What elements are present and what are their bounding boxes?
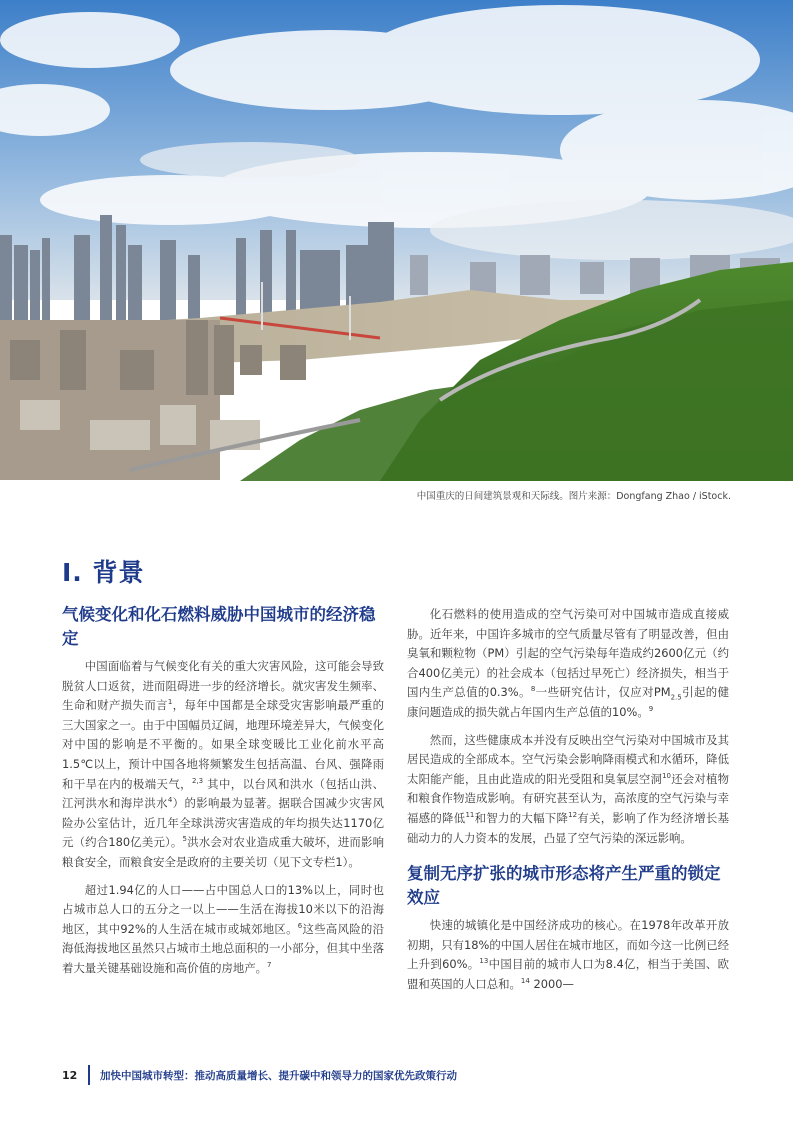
footnote-ref[interactable]: 4 [167, 796, 173, 805]
footer-divider [88, 1065, 90, 1085]
footnote-ref[interactable]: 7 [267, 961, 272, 970]
footnote-ref[interactable]: 9 [648, 705, 654, 714]
pm-subscript: 2.5 [670, 693, 682, 702]
footer-report-title: 加快中国城市转型：推动高质量增长、提升碳中和领导力的国家优先政策行动 [100, 1069, 457, 1082]
footnote-ref[interactable]: 10 [662, 771, 671, 780]
heading-climate-fossil-fuels: 气候变化和化石燃料威胁中国城市的经济稳定 [62, 605, 376, 648]
paragraph-health-costs: 然而，这些健康成本并没有反映出空气污染对中国城市及其居民造成的全部成本。空气污染会影响降雨模式和水循环，降低太阳能产能，且由此造成的阳光受阻和臭氧层空洞$^{10}$还会对植物和粮食作物造成影响。有研究甚至认为，高浓度的空气污染与幸福感的降低$^{11}$和智力的大幅下降$^{12}$有关，影响了作为经济增长基础动力的人力资本的发展，凸显了空气污染的深远影响。 [407, 732, 729, 845]
footnote-ref[interactable]: 8 [530, 685, 536, 694]
footnote-ref[interactable]: 5 [182, 835, 187, 844]
footnote-ref[interactable]: 13 [479, 957, 489, 966]
photo-caption: 中国重庆的日间建筑景观和天际线。图片来源：Dongfang Zhao / iStock. [416, 491, 731, 502]
footnote-ref[interactable]: 2,3 [191, 776, 204, 785]
city-skyline-photo [0, 0, 793, 481]
heading-urban-sprawl-lockin: 复制无序扩张的城市形态将产生严重的锁定效应 [407, 864, 721, 908]
paragraph-coastal-population: 超过1.94亿的人口——占中国总人口的13%以上，同时也占城市总人口的五分之一以上——生活在海拔10米以下的沿海地区，其中92%的人生活在城市或城郊地区。$^6$这些高风险的沿海低海拔地区虽然只占城市土地总面积的一小部分，但其中坐落着大量关键基础设施和高价值的房地产。$^7$ [62, 882, 384, 975]
footnote-ref[interactable]: 1 [167, 698, 173, 707]
footnote-ref[interactable]: 6 [297, 921, 303, 930]
paragraph-air-pollution: 化石燃料的使用造成的空气污染可对中国城市造成直接威胁。近年来，中国许多城市的空气质量尽管有了明显改善，但由臭氧和颗粒物（PM）引起的空气污染每年造成约2600亿元（约合400亿美元）的社会成本（包括过早死亡）经济损失，相当于国内生产总值的0.3%。$^8$一些研究估计，仅应对$PM_{2.5}$引起的健康问题造成的损失就占年国内生产总值的10%。$^9$ [407, 607, 729, 719]
page-footer [62, 1064, 457, 1086]
footnote-ref[interactable]: 12 [568, 811, 578, 820]
right-column [407, 605, 729, 1003]
paragraph-urbanization: 快速的城镇化是中国经济成功的核心。在1978年改革开放初期，只有18%的中国人居住在城市地区，而如今这一比例已经上升到60%。$^{13}$中国目前的城市人口为8.4亿，相当于美国、欧盟和英国的人口总和。$^{14}$ 2000— [407, 918, 729, 991]
paragraph-climate-risk: 中国面临着与气候变化有关的重大灾害风险，这可能会导致脱贫人口返贫，进而阻碍进一步的经济增长。就灾害发生频率、生命和财产损失而言$^1$，每年中国都是全球受灾害影响最严重的三大国家之一。由于中国幅员辽阔，地理环境差异大，气候变化对中国的影响是不平衡的。如果全球变暖比工业化前水平高1.5℃以上，预计中国各地将频繁发生包括高温、台风、强降雨和干旱在内的极端天气，$^{2,3}$ 其中，以台风和洪水（包括山洪、江河洪水和海岸洪水$^4$）的影响最为显著。据联合国减少灾害风险办公室估计，近几年全球洪涝灾害造成的年均损失达1170亿元（约合180亿美元）。$^5$洪水会对农业造成重大破坏，进而影响粮食安全，而粮食安全是政府的主要关切（见下文专栏1）。 [62, 659, 384, 869]
page-number: 12 [62, 1068, 78, 1082]
footnote-ref[interactable]: 14 [520, 977, 530, 986]
left-column [62, 603, 384, 987]
section-title: I. 背景 [62, 558, 145, 587]
footnote-ref[interactable]: 11 [465, 811, 475, 820]
